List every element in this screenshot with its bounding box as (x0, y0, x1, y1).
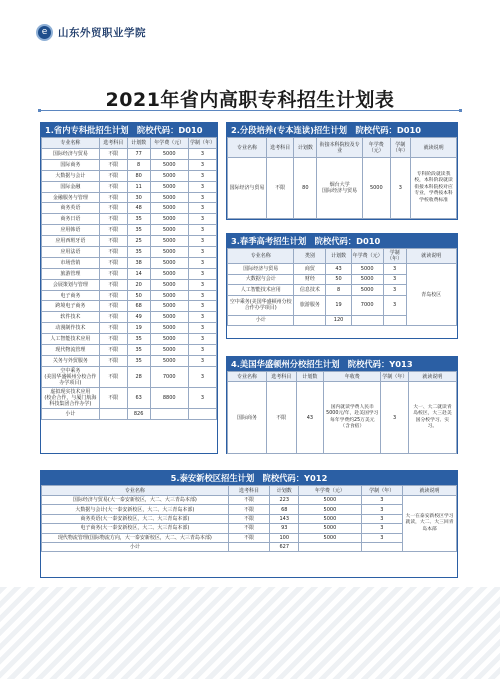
table-row (42, 149, 217, 160)
table-row (42, 203, 217, 214)
cell: 不限 (99, 290, 127, 301)
cell: 空中乘务(美国华盛顿州分校合作办学项目) (228, 295, 294, 315)
cell: 不限 (228, 496, 270, 505)
cell: 5000 (150, 323, 189, 334)
section-4-panel (226, 356, 458, 454)
cell: 不限 (99, 257, 127, 268)
table-row (42, 524, 457, 533)
table-row (42, 334, 217, 345)
cell: 大数据与会计(大一泰安新校区，大二、大三青岛本部) (42, 505, 229, 514)
cell: 5000 (351, 264, 383, 275)
column-header: 年学费（元） (363, 138, 390, 158)
column-header: 计划数 (270, 486, 299, 496)
cell: 信息技术 (294, 285, 326, 296)
table-row (42, 514, 457, 523)
cell: 不限 (99, 225, 127, 236)
cell: 3 (189, 290, 217, 301)
major-name: 应用西班牙语 (42, 236, 100, 247)
table-header-row (228, 372, 457, 382)
cell: 人工智能技术应用 (228, 285, 294, 296)
enrollment-note: 大一在泰安新校区学习就读，大二、大三回青岛本部 (403, 496, 457, 552)
cell: 3 (189, 203, 217, 214)
table-row (42, 355, 217, 366)
cell: 3 (189, 181, 217, 192)
cell: 28 (127, 366, 150, 387)
column-header: 就读说明 (411, 138, 457, 158)
cell: 25 (127, 236, 150, 247)
cell: 大数据与会计 (228, 274, 294, 285)
cell: 49 (127, 312, 150, 323)
cell: 48 (127, 203, 150, 214)
cell: 国际经济与贸易(大一泰安新校区，大二、大三青岛本部) (42, 496, 229, 505)
table-row (42, 159, 217, 170)
cell: 3 (361, 496, 403, 505)
major-name: 软件技术 (42, 312, 100, 323)
total-label: 小计 (228, 315, 294, 326)
enrollment-note: 青岛校区 (406, 264, 456, 326)
section-5-panel (40, 470, 458, 578)
major-name: 商务日语 (42, 214, 100, 225)
cell: 3 (381, 382, 408, 454)
cell: 30 (127, 192, 150, 203)
major-name: 空中乘务 (美国华盛顿州分校合作办学项目) (42, 366, 100, 387)
cell: 3 (383, 274, 406, 285)
cell: 国际经济与贸易 (228, 264, 294, 275)
cell: 3 (383, 285, 406, 296)
table-row (42, 170, 217, 181)
cell: 3 (189, 387, 217, 408)
enrollment-note: 专科阶段就读我校，本科阶段就读衔接本科院校对应专业，学费按本科学校收费标准 (411, 158, 457, 219)
cell: 3 (189, 323, 217, 334)
column-header: 计划数 (294, 138, 317, 158)
cell: 5000 (150, 290, 189, 301)
cell: 财经 (294, 274, 326, 285)
section-2-panel (226, 122, 458, 220)
column-header: 专业名称 (228, 372, 267, 382)
cell: 不限 (99, 355, 127, 366)
table-row (228, 158, 457, 219)
column-header: 就读说明 (408, 372, 456, 382)
column-header: 选考科目 (99, 138, 127, 149)
cell: 3 (189, 247, 217, 258)
cell: 不限 (99, 149, 127, 160)
cell: 5000 (150, 149, 189, 160)
table-header-row (42, 486, 457, 496)
cell: 3 (189, 214, 217, 225)
cell: 不限 (99, 334, 127, 345)
column-header: 计划数 (296, 372, 323, 382)
table-row (42, 312, 217, 323)
cell: 3 (189, 355, 217, 366)
column-header: 选考科目 (228, 486, 270, 496)
cell: 5000 (363, 158, 390, 219)
major-name: 国际金融 (42, 181, 100, 192)
table-row (42, 533, 457, 542)
cell: 不限 (99, 366, 127, 387)
cell: 50 (326, 274, 351, 285)
major-name: 虚拟现实技术应用 (校企合作，与厦门航海科技集团合作办学) (42, 387, 100, 408)
cell: 5000 (150, 257, 189, 268)
cell: 不限 (99, 247, 127, 258)
major-name: 跨境电子商务 (42, 301, 100, 312)
cell: 100 (270, 533, 299, 542)
cell: 3 (361, 514, 403, 523)
cell: 80 (294, 158, 317, 219)
table-row (42, 505, 457, 514)
cell: 3 (189, 257, 217, 268)
cell: 80 (127, 170, 150, 181)
total-label: 小计 (42, 408, 100, 419)
cell: 223 (270, 496, 299, 505)
column-header: 类别 (294, 249, 326, 264)
cell: 3 (189, 301, 217, 312)
cell: 35 (127, 214, 150, 225)
cell: 不限 (99, 159, 127, 170)
cell: 国际经济与贸易 (228, 158, 267, 219)
major-name: 商务英语 (42, 203, 100, 214)
cell: 5000 (150, 214, 189, 225)
cell: 不限 (99, 387, 127, 408)
cell: 不限 (99, 192, 127, 203)
cell: 8800 (150, 387, 189, 408)
cell: 5000 (150, 247, 189, 258)
table-row (228, 264, 457, 275)
cell: 5000 (150, 334, 189, 345)
cell: 5000 (299, 496, 361, 505)
cell: 14 (127, 268, 150, 279)
column-header: 年学费（元） (299, 486, 361, 496)
cell: 不限 (99, 170, 127, 181)
column-header: 学制（年） (189, 138, 217, 149)
cell: 3 (383, 264, 406, 275)
column-header: 学制（年） (382, 373, 408, 380)
major-name: 旅游管理 (42, 268, 100, 279)
table-header-row (228, 249, 457, 264)
cell: 商务英语(大一泰安新校区，大二、大三青岛本部) (42, 514, 229, 523)
major-name: 应用韩语 (42, 225, 100, 236)
cell: 5000 (150, 301, 189, 312)
column-header: 专业名称 (228, 138, 267, 158)
cell: 11 (127, 181, 150, 192)
table-row (42, 279, 217, 290)
table-row (42, 192, 217, 203)
cell: 8 (127, 159, 150, 170)
major-name: 人工智能技术应用 (42, 334, 100, 345)
table-row (42, 366, 217, 387)
major-name: 大数据与会计 (42, 170, 100, 181)
cell: 5000 (299, 533, 361, 542)
cell: 不限 (99, 181, 127, 192)
cell: 5000 (351, 274, 383, 285)
header (36, 22, 146, 42)
cell: 5000 (150, 345, 189, 356)
cell: 3 (189, 345, 217, 356)
cell: 现代物流管理(国际物流方向，大一泰安新校区，大二、大三青岛本部) (42, 533, 229, 542)
column-header: 专业名称 (42, 486, 229, 496)
cell: 不限 (99, 323, 127, 334)
column-header: 计划数 (127, 138, 150, 149)
cell: 5000 (299, 514, 361, 523)
cell: 77 (127, 149, 150, 160)
cell: 5000 (150, 279, 189, 290)
total-value: 120 (326, 315, 351, 326)
cell: 3 (189, 159, 217, 170)
column-header: 计划数 (326, 249, 351, 264)
column-header: 年学费（元） (150, 138, 189, 149)
column-header: 学制（年） (390, 138, 411, 158)
cell: 5000 (150, 203, 189, 214)
cell: 35 (127, 355, 150, 366)
cell: 3 (189, 149, 217, 160)
section-5-table (41, 485, 457, 552)
cell: 38 (127, 257, 150, 268)
cell: 35 (127, 345, 150, 356)
table-header-row (42, 138, 217, 149)
column-header: 选考科目 (266, 138, 293, 158)
school-logo-icon: e (36, 24, 53, 41)
cell: 3 (189, 192, 217, 203)
cell: 3 (189, 312, 217, 323)
section-5-title: 5.泰安新校区招生计划 院校代码：Y012 (41, 471, 457, 485)
section-1-title: 1.省内专科批招生计划 院校代码：D010 (41, 123, 217, 137)
cell: 3 (189, 170, 217, 181)
table-row (42, 214, 217, 225)
column-header: 专业名称 (228, 249, 294, 264)
cell: 5000 (299, 505, 361, 514)
major-name: 动漫制作技术 (42, 323, 100, 334)
major-name: 市场营销 (42, 257, 100, 268)
cell: 不限 (228, 524, 270, 533)
major-name: 会展策划与管理 (42, 279, 100, 290)
cell: 不限 (99, 345, 127, 356)
cell: 不限 (228, 514, 270, 523)
column-header: 衔接本科院校及专业 (317, 138, 363, 158)
major-name: 电子商务 (42, 290, 100, 301)
cell: 143 (270, 514, 299, 523)
section-4-table (227, 371, 457, 454)
cell: 63 (127, 387, 150, 408)
cell: 7000 (351, 295, 383, 315)
column-header: 年学费（元） (351, 249, 383, 264)
section-1-body (42, 149, 217, 409)
cell: 20 (127, 279, 150, 290)
cell: 3 (189, 225, 217, 236)
table-row (42, 268, 217, 279)
section-1-table (41, 137, 217, 420)
table-total-row (42, 408, 217, 419)
total-value: 627 (270, 542, 299, 551)
cell: 5000 (150, 268, 189, 279)
cell: 不限 (99, 301, 127, 312)
cell: 烟台大学 国际经济与贸易 (317, 158, 363, 219)
cell: 3 (189, 279, 217, 290)
section-1-panel (40, 122, 218, 454)
table-total-row (42, 542, 457, 551)
table-row (42, 345, 217, 356)
cell: 3 (383, 295, 406, 315)
major-name: 现代物流管理 (42, 345, 100, 356)
table-row (42, 290, 217, 301)
table-row (42, 257, 217, 268)
cell: 3 (189, 366, 217, 387)
decorative-stripes (0, 587, 500, 679)
cell: 5000 (150, 192, 189, 203)
major-name: 国际经济与贸易 (42, 149, 100, 160)
table-row (42, 236, 217, 247)
major-name: 关务与外贸服务 (42, 355, 100, 366)
cell: 5000 (299, 524, 361, 533)
cell: 5000 (150, 170, 189, 181)
cell: 不限 (266, 158, 293, 219)
section-4-title: 4.美国华盛顿州分校招生计划 院校代码：Y013 (227, 357, 457, 371)
total-label: 小计 (42, 542, 229, 551)
cell: 5000 (150, 181, 189, 192)
section-3-table (227, 248, 457, 326)
enrollment-note: 大一、大二就读青岛校区，大三赴美国分校学习、实习。 (408, 382, 456, 454)
section-3-panel (226, 233, 458, 339)
cell: 不限 (228, 533, 270, 542)
cell: 国际商务 (228, 382, 267, 454)
cell: 68 (127, 301, 150, 312)
cell: 19 (127, 323, 150, 334)
section-2-title: 2.分段培养(专本连读)招生计划 院校代码：D010 (227, 123, 457, 137)
cell: 68 (270, 505, 299, 514)
cell: 5000 (351, 285, 383, 296)
cell: 19 (326, 295, 351, 315)
cell: 不限 (99, 279, 127, 290)
table-row (42, 181, 217, 192)
cell: 5000 (150, 312, 189, 323)
cell: 5000 (150, 225, 189, 236)
cell: 旅游服务 (294, 295, 326, 315)
cell: 5000 (150, 159, 189, 170)
cell: 不限 (266, 382, 296, 454)
table-row (228, 382, 457, 454)
cell: 3 (390, 158, 411, 219)
column-header: 就读说明 (403, 486, 457, 496)
cell: 3 (361, 524, 403, 533)
cell: 不限 (99, 203, 127, 214)
table-row (42, 323, 217, 334)
cell: 8 (326, 285, 351, 296)
cell: 不限 (99, 236, 127, 247)
cell: 商贸 (294, 264, 326, 275)
table-row (42, 301, 217, 312)
cell: 3 (189, 334, 217, 345)
cell: 5000 (150, 236, 189, 247)
table-row (42, 387, 217, 408)
cell: 7000 (150, 366, 189, 387)
table-row (42, 247, 217, 258)
cell: 35 (127, 247, 150, 258)
major-name: 金融服务与管理 (42, 192, 100, 203)
cell: 电子商务(大一泰安新校区，大二、大三青岛本部) (42, 524, 229, 533)
column-header: 就读说明 (406, 249, 456, 264)
column-header: 选考科目 (266, 372, 296, 382)
cell: 不限 (99, 214, 127, 225)
table-header-row (228, 138, 457, 158)
cell: 35 (127, 225, 150, 236)
cell: 3 (189, 268, 217, 279)
cell: 50 (127, 290, 150, 301)
school-name: 山东外贸职业学院 (58, 26, 146, 39)
cell: 不限 (99, 312, 127, 323)
section-3-title: 3.春季高考招生计划 院校代码：D010 (227, 234, 457, 248)
cell: 3 (361, 505, 403, 514)
column-header: 年收费 (324, 372, 381, 382)
cell: 43 (326, 264, 351, 275)
page-title: 2021年省内高职专科招生计划表 (105, 89, 395, 111)
cell: 3 (361, 533, 403, 542)
cell: 3 (189, 236, 217, 247)
fee-note: 国内就读学费人民币5000元/年，赴美国学习每年学费约25万美元（含食宿） (324, 382, 381, 454)
column-header: 专业名称 (42, 138, 100, 149)
cell: 93 (270, 524, 299, 533)
column-header: 学制（年） (361, 486, 403, 496)
cell: 43 (296, 382, 323, 454)
column-header: 学制（年） (383, 249, 406, 264)
title-divider (38, 110, 462, 111)
major-name: 应用法语 (42, 247, 100, 258)
cell: 35 (127, 334, 150, 345)
section-2-table (227, 137, 457, 219)
major-name: 国际商务 (42, 159, 100, 170)
cell: 5000 (150, 355, 189, 366)
cell: 不限 (228, 505, 270, 514)
cell: 不限 (99, 268, 127, 279)
table-row (42, 496, 457, 505)
total-value: 826 (127, 408, 150, 419)
table-row (42, 225, 217, 236)
